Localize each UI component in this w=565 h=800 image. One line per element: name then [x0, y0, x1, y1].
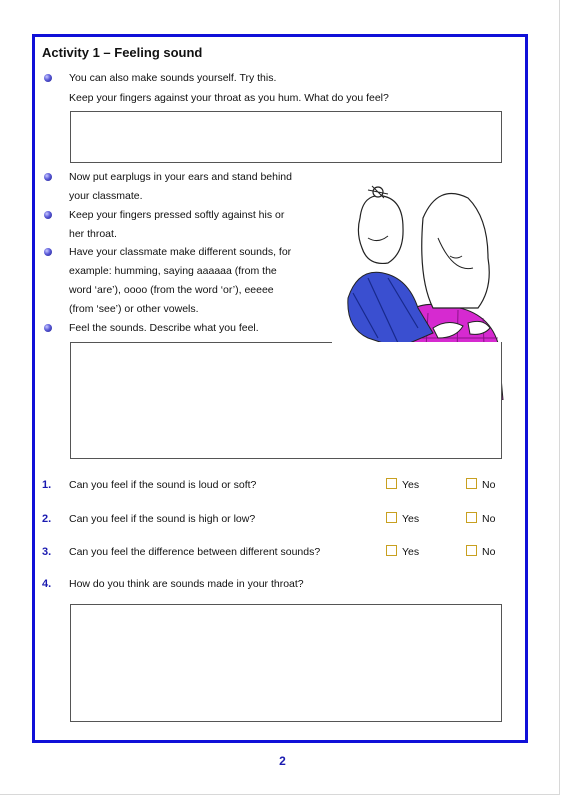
- no-label: No: [482, 479, 496, 491]
- instruction-line: her throat.: [69, 228, 117, 240]
- page-number: 2: [279, 754, 286, 768]
- bullet-icon: [44, 248, 52, 256]
- question-number: 3.: [42, 546, 52, 558]
- instruction-line: (from ‘see’) or other vowels.: [69, 303, 199, 315]
- instruction-line: example: humming, saying aaaaaa (from the: [69, 265, 277, 277]
- question-number: 2.: [42, 513, 52, 525]
- question-text: Can you feel if the sound is high or low?: [69, 513, 256, 525]
- answer-box-feel-sounds[interactable]: [70, 342, 502, 459]
- question-text: Can you feel if the sound is loud or soft?: [69, 479, 257, 491]
- answer-box-throat-sounds[interactable]: [70, 604, 502, 722]
- bullet-icon: [44, 211, 52, 219]
- question-number: 1.: [42, 479, 52, 491]
- yes-label: Yes: [402, 479, 420, 491]
- yes-checkbox[interactable]: [386, 478, 397, 489]
- answer-box-top-edge: [70, 342, 332, 343]
- yes-label: Yes: [402, 546, 420, 558]
- no-label: No: [482, 513, 496, 525]
- bullet-icon: [44, 324, 52, 332]
- question-number: 4.: [42, 578, 52, 590]
- instruction-line: You can also make sounds yourself. Try this.: [69, 72, 277, 84]
- instruction-line: your classmate.: [69, 190, 143, 202]
- bullet-icon: [44, 173, 52, 181]
- instruction-line: word ‘are’), oooo (from the word ‘or’), eeeee: [69, 284, 274, 296]
- no-label: No: [482, 546, 496, 558]
- answer-box-hum[interactable]: [70, 111, 502, 163]
- instruction-line: Now put earplugs in your ears and stand behind: [69, 171, 292, 183]
- bullet-icon: [44, 74, 52, 82]
- question-text: How do you think are sounds made in your throat?: [69, 578, 304, 590]
- activity-title: Activity 1 – Feeling sound: [42, 45, 203, 60]
- instruction-line: Have your classmate make different sounds, for: [69, 246, 292, 258]
- instruction-line: Keep your fingers pressed softly against his or: [69, 209, 285, 221]
- no-checkbox[interactable]: [466, 545, 477, 556]
- question-text: Can you feel the difference between different sounds?: [69, 546, 321, 558]
- yes-label: Yes: [402, 513, 420, 525]
- no-checkbox[interactable]: [466, 478, 477, 489]
- instruction-line: Feel the sounds. Describe what you feel.: [69, 322, 259, 334]
- yes-checkbox[interactable]: [386, 512, 397, 523]
- yes-checkbox[interactable]: [386, 545, 397, 556]
- instruction-line: Keep your fingers against your throat as you hum. What do you feel?: [69, 92, 389, 104]
- no-checkbox[interactable]: [466, 512, 477, 523]
